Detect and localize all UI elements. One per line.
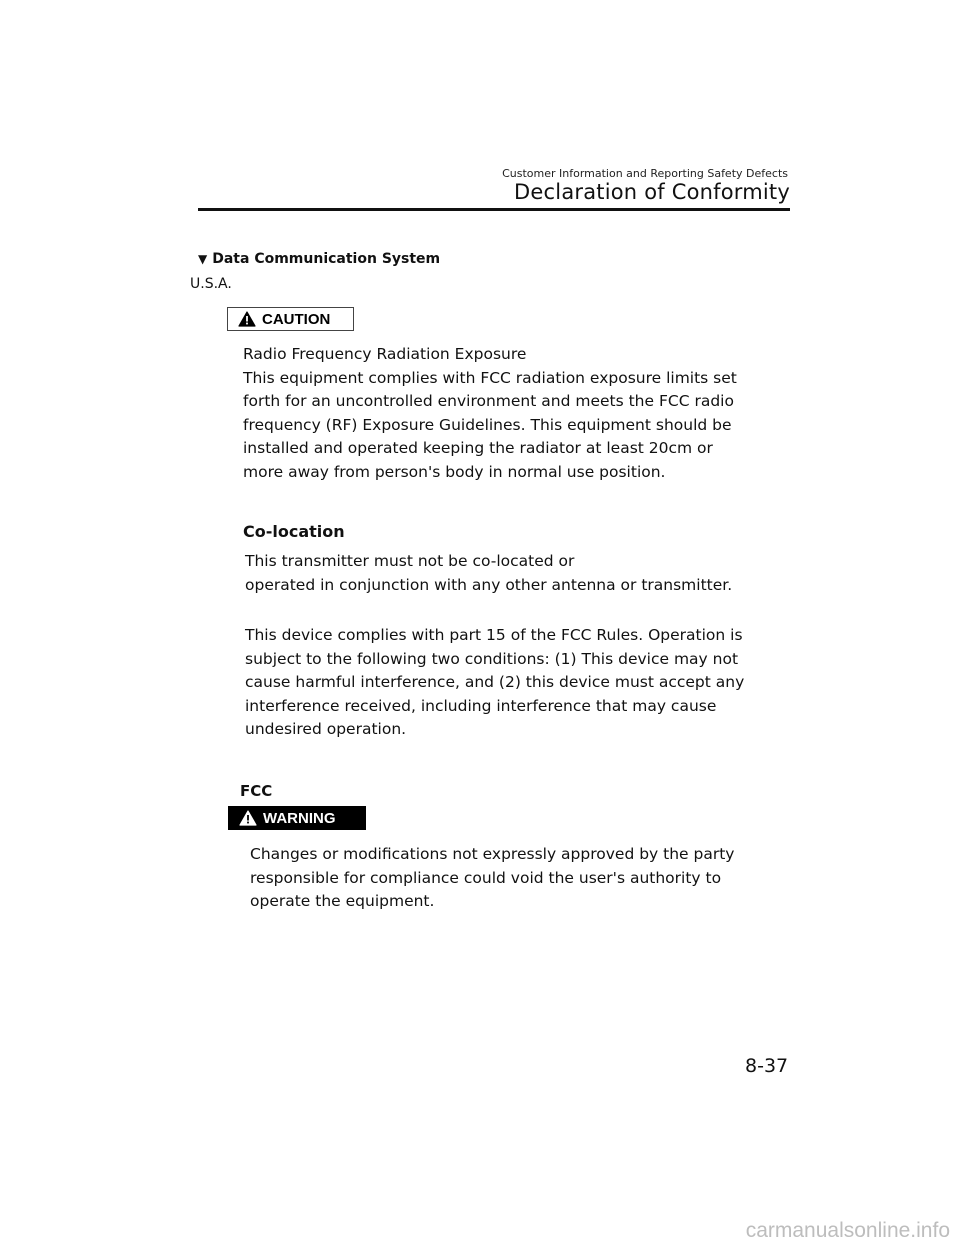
text-line: forth for an uncontrolled environment and meets the FCC radio: [243, 392, 734, 410]
colocation-text: [245, 550, 732, 597]
text-line: This transmitter must not be co-located or: [245, 552, 575, 570]
text-line: Changes or modifications not expressly approved by the party: [250, 845, 735, 863]
text-line: subject to the following two conditions: (1) This device may not: [245, 649, 739, 668]
caution-text: [243, 343, 737, 484]
text-line: This equipment complies with FCC radiation exposure limits set: [243, 368, 737, 387]
warning-text: [250, 843, 734, 914]
text-line: more away from person's body in normal use position.: [243, 462, 666, 481]
text-line: operate the equipment.: [250, 892, 435, 910]
subsection-heading: [198, 251, 440, 267]
triangle-marker-icon: ▼: [198, 252, 208, 266]
page-number: 8-37: [745, 1055, 789, 1077]
warning-triangle-icon: [238, 311, 256, 327]
text-line: cause harmful interference, and (2) this device must accept any: [245, 673, 745, 691]
text-line: undesired operation.: [245, 720, 407, 738]
text-line: responsible for compliance could void the user's authority to: [250, 868, 722, 887]
colocation-heading: Co-location: [243, 522, 345, 541]
watermark: carmanualsonline.info: [745, 1219, 950, 1242]
text-line: installed and operated keeping the radiator at least 20cm or: [243, 439, 713, 457]
header-divider: [198, 208, 790, 211]
section-title: Declaration of Conformity: [514, 180, 790, 204]
warning-triangle-icon: [239, 810, 257, 826]
warning-label: WARNING: [263, 809, 336, 827]
caution-badge: [227, 307, 354, 331]
text-line: This device complies with part 15 of the FCC Rules. Operation is: [245, 626, 743, 644]
warning-badge: [228, 806, 366, 830]
text-line: frequency (RF) Exposure Guidelines. This equipment should be: [243, 415, 732, 434]
subsection-title: Data Communication System: [212, 251, 441, 267]
fcc-label: FCC: [240, 782, 273, 800]
text-line: Radio Frequency Radiation Exposure: [243, 345, 527, 363]
part15-text: [245, 624, 744, 742]
chapter-title: Customer Information and Reporting Safety Defects: [502, 167, 788, 180]
text-line: interference received, including interference that may cause: [245, 696, 717, 715]
region-label: U.S.A.: [190, 276, 232, 292]
caution-label: CAUTION: [262, 310, 331, 328]
text-line: operated in conjunction with any other antenna or transmitter.: [245, 575, 733, 594]
